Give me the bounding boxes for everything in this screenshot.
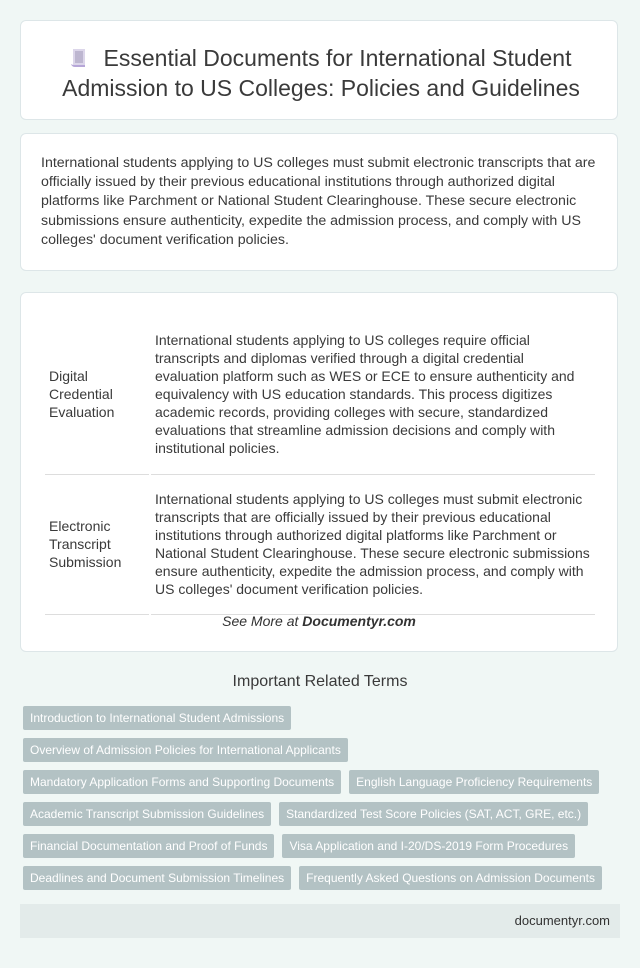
see-more-prefix: See More at xyxy=(222,613,303,629)
related-term-tag[interactable]: Financial Documentation and Proof of Funds xyxy=(23,834,274,858)
table-row xyxy=(45,475,595,615)
footer-site-link[interactable]: documentyr.com xyxy=(514,913,610,928)
related-terms-list xyxy=(23,706,623,898)
description-cell: International students applying to US colleges must submit electronic transcripts that are officially issued by their previous educational institutions through authorized digital platforms like Parchment or National Student Clearinghouse. These secure electronic submissions ensure authenticity, expedite the admission process, and comply with US colleges' document verification policies. xyxy=(151,475,595,615)
terms-table xyxy=(43,315,597,615)
page-title xyxy=(51,43,591,103)
terms-table-card xyxy=(20,292,618,652)
related-term-tag[interactable]: English Language Proficiency Requirements xyxy=(349,770,599,794)
description-cell: International students applying to US colleges require official transcripts and diplomas verified through a digital credential evaluation platform such as WES or ECE to ensure authenticity and equivalency with US education standards. This process digitizes academic records, providing colleges with secure, standardized evaluations that streamline admission decisions and comply with institutional policies. xyxy=(151,315,595,475)
term-cell: Electronic Transcript Submission xyxy=(45,475,149,615)
related-term-tag[interactable]: Introduction to International Student Admissions xyxy=(23,706,291,730)
see-more xyxy=(21,613,617,629)
related-term-tag[interactable]: Visa Application and I-20/DS-2019 Form Procedures xyxy=(282,834,575,858)
related-term-tag[interactable]: Mandatory Application Forms and Supporting Documents xyxy=(23,770,341,794)
related-term-tag[interactable]: Overview of Admission Policies for International Applicants xyxy=(23,738,348,762)
related-term-tag[interactable]: Academic Transcript Submission Guidelines xyxy=(23,802,271,826)
footer xyxy=(20,904,620,938)
see-more-link[interactable]: Documentyr.com xyxy=(302,613,416,629)
intro-card xyxy=(20,133,618,271)
receipt-document-icon xyxy=(71,45,86,64)
related-term-tag[interactable]: Standardized Test Score Policies (SAT, ACT, GRE, etc.) xyxy=(279,802,588,826)
term-cell: Digital Credential Evaluation xyxy=(45,315,149,475)
header-card xyxy=(20,20,618,120)
related-terms-title: Important Related Terms xyxy=(232,673,408,690)
title-text: Essential Documents for International Student Admission to US Colleges: Policies and Guidelines xyxy=(62,45,580,101)
related-term-tag[interactable]: Frequently Asked Questions on Admission Documents xyxy=(299,866,602,890)
related-term-tag[interactable]: Deadlines and Document Submission Timelines xyxy=(23,866,291,890)
intro-text: International students applying to US colleges must submit electronic transcripts that are officially issued by their previous educational institutions through authorized digital platforms like Parchment or National Student Clearinghouse. These secure electronic submissions ensure authenticity, expedite the admission process, and comply with US colleges' document verification policies. xyxy=(41,155,596,248)
table-row xyxy=(45,315,595,475)
